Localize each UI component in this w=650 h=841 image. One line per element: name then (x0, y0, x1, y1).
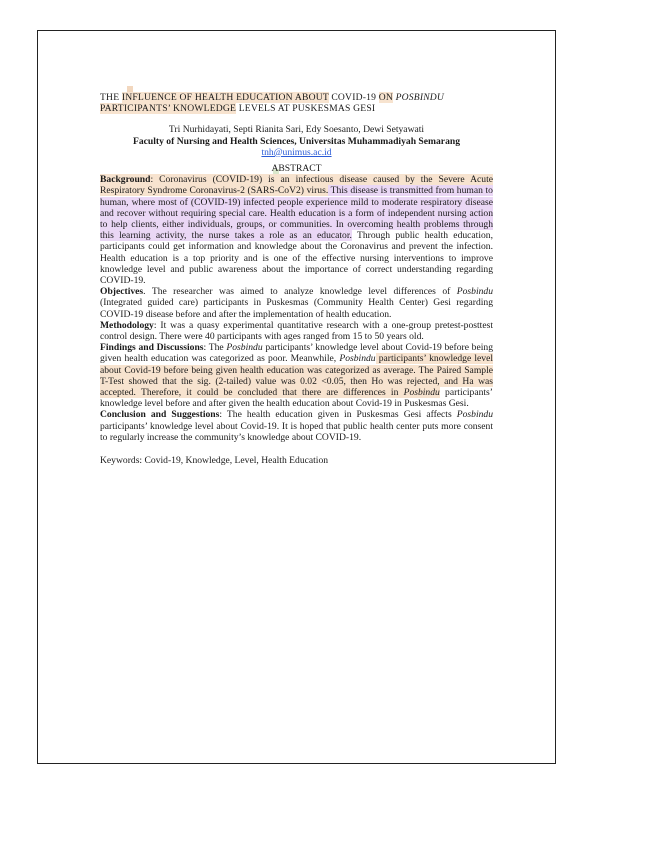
title-line-1: THE INFLUENCE OF HEALTH EDUCATION ABOUT COVID-19 ON POSBINDU (100, 92, 445, 103)
conclusion-paragraph: Conclusion and Suggestions: The health education given in Puskesmas Gesi affects Posbindu participants’ knowledge level about Covid-19. It is hoped that public health center puts more consent to regularly increase the community’s knowledge about COVID-19. (100, 409, 493, 443)
background-paragraph: Background: Coronavirus (COVID-19) is an infectious disease caused by the Severe Acute Respiratory Syndrome Coronavirus-2 (SARS-CoV2) virus. This disease is transmitted from human to human, where most of (COVID-19) infected people experience mild to moderate respiratory disease and recover without requiring special care. Health education is a form of independent nursing action to help clients, either individuals, groups, or communities. In overcoming health problems through this learning activity, the nurse takes a role as an educator. Through public health education, participants could get information and knowledge about the Coronavirus and prevent the infection. Health education is a top priority and is one of the effective nursing interventions to improve knowledge level and public awareness about the importance of correct understanding regarding COVID-19. (100, 174, 493, 287)
paper-content (100, 92, 493, 466)
paper-title (100, 92, 493, 114)
findings-paragraph: Findings and Discussions: The Posbindu participants’ knowledge level about Covid-19 before being given health education was categorized as poor. Meanwhile, Posbindu participants’ knowledge level about Covid-19 before being given health education was categorized as average. The Paired Sample T-Test showed that the sig. (2-tailed) value was 0.02 <0.05, then Ho was rejected, and Ha was accepted. Therefore, it could be concluded that there are differences in Posbindu participants’ knowledge level before and after given the health education about Covid-19 in Puskesmas Gesi. (100, 342, 494, 410)
conclusion-label: Conclusion and Suggestions (100, 409, 220, 421)
abstract-heading: ABSTRACT (271, 163, 322, 175)
methodology-label: Methodology (100, 319, 154, 331)
methodology-paragraph: Methodology: It was a quasy experimental quantitative research with a one-group pretest-posttest control design. There were 40 participants with ages ranged from 15 to 50 years old. (100, 319, 493, 343)
background-label: Background (100, 174, 151, 186)
title-highlight[interactable]: ON (378, 92, 393, 103)
title-line-2: PARTICIPANTS’ KNOWLEDGE LEVELS AT PUSKESMAS GESI (100, 103, 376, 115)
keywords: Keywords: Covid-19, Knowledge, Level, Health Education (100, 455, 329, 467)
findings-label: Findings and Discussions (100, 342, 204, 354)
author-list: Tri Nurhidayati, Septi Rianita Sari, Edy Soesanto, Dewi Setyawati (168, 124, 425, 136)
email-link[interactable]: tnh@unimus.ac.id (261, 146, 332, 158)
highlight-peach[interactable]: participants’ knowledge level about Covid-19 before being given health education was categorized as average. The Paired Sample T-Test showed that the sig. (2-tailed) value was 0.02 <0.05, then Ho was rejected, and Ha was accepted. Therefore, it could be concluded that there are differences in (100, 353, 494, 399)
highlight-purple[interactable]: This disease is transmitted from human to human, where most of (COVID-19) infected people experience mild to moderate respiratory disease and recover without requiring special care. Health education is a form of independent nursing action to help clients, either individuals, groups, or communities. In overcoming health problems through this learning activity, the nurse takes a role as an educator. (100, 185, 493, 242)
title-highlight[interactable]: PARTICIPANTS’ KNOWLEDGE (100, 103, 237, 115)
highlight-peach[interactable]: : Coronavirus (COVID-19) is an infectious disease caused by the Severe Acute Respiratory Syndrome Coronavirus-2 (SARS-CoV2) virus. (100, 174, 493, 197)
objectives-paragraph: Objectives. The researcher was aimed to analyze knowledge level differences of Posbindu (Integrated guided care) participants in Puskesmas (Community Health Center) Gesi regarding COVID-19 disease before and after the implementation of health education. (100, 286, 493, 320)
objectives-label: Objectives (100, 286, 144, 298)
title-highlight[interactable]: INFLUENCE OF HEALTH EDUCATION ABOUT (121, 92, 329, 103)
affiliation: Faculty of Nursing and Health Sciences, Universitas Muhammadiyah Semarang (133, 135, 460, 147)
